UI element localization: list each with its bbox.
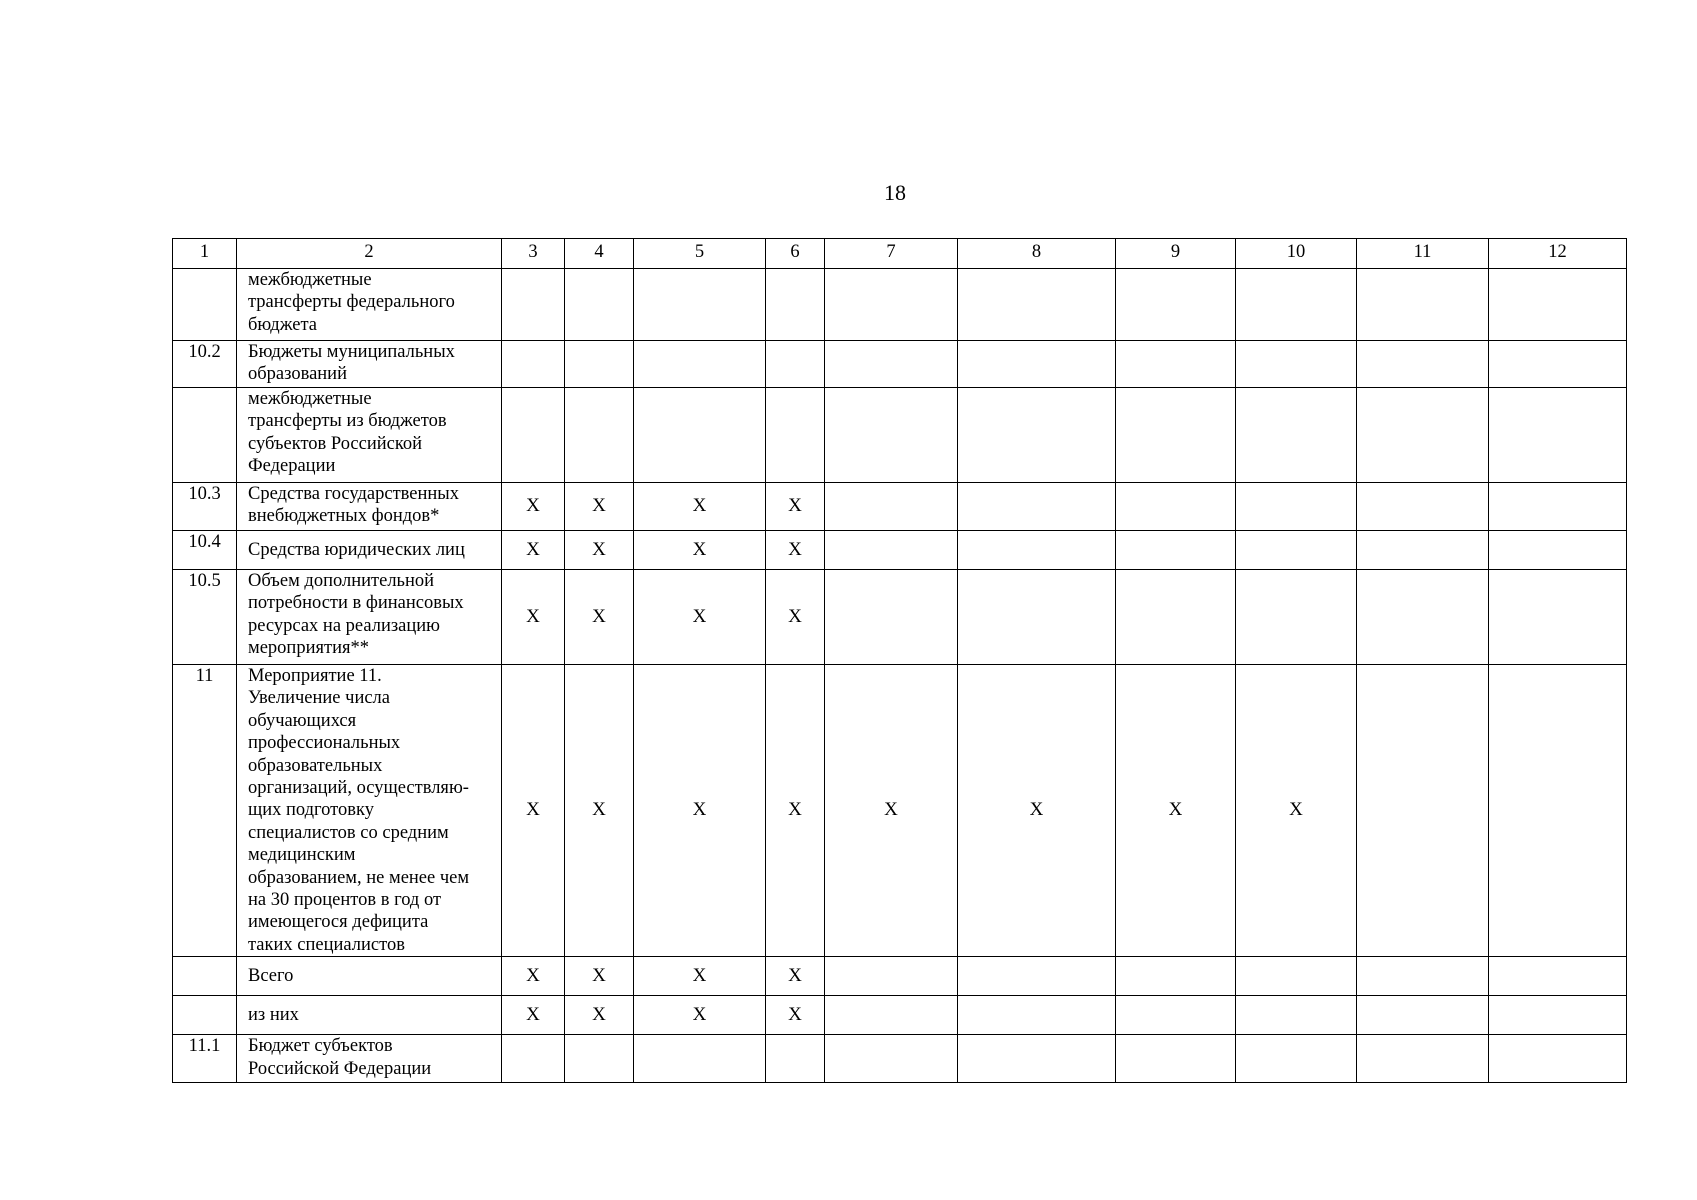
table-cell: X — [502, 665, 565, 957]
table-cell — [1357, 483, 1489, 531]
table-cell — [958, 531, 1116, 570]
budget-table — [172, 238, 1627, 1083]
table-cell — [1116, 341, 1236, 388]
table-cell — [565, 1035, 634, 1083]
page-number: 18 — [884, 180, 906, 205]
table-cell: X — [565, 531, 634, 570]
table-cell — [958, 957, 1116, 996]
table-cell — [1116, 483, 1236, 531]
table-cell — [825, 957, 958, 996]
table-row — [173, 388, 1627, 483]
table-cell — [1116, 570, 1236, 665]
table-cell — [1236, 1035, 1357, 1083]
table-cell: X — [502, 570, 565, 665]
column-header: 11 — [1357, 239, 1489, 269]
column-header: 10 — [1236, 239, 1357, 269]
table-cell — [1489, 531, 1627, 570]
table-cell: X — [766, 957, 825, 996]
table-cell — [958, 1035, 1116, 1083]
table-cell — [825, 341, 958, 388]
table-cell — [1236, 996, 1357, 1035]
table-cell — [634, 269, 766, 341]
table-cell: X — [634, 665, 766, 957]
table-row — [173, 531, 1627, 570]
table-cell: X — [1116, 665, 1236, 957]
table-cell: X — [502, 996, 565, 1035]
row-number — [173, 388, 237, 483]
table-cell — [1116, 388, 1236, 483]
table-cell: X — [766, 531, 825, 570]
column-header: 12 — [1489, 239, 1627, 269]
table-cell — [1489, 269, 1627, 341]
table-cell — [958, 341, 1116, 388]
table-row — [173, 269, 1627, 341]
table-cell — [1236, 483, 1357, 531]
table-cell — [766, 269, 825, 341]
row-number: 10.4 — [173, 531, 237, 570]
table-cell: X — [766, 570, 825, 665]
table-cell — [502, 1035, 565, 1083]
table-cell — [502, 341, 565, 388]
row-number: 10.5 — [173, 570, 237, 665]
table-cell — [1489, 996, 1627, 1035]
table-cell — [1357, 570, 1489, 665]
table-cell — [1116, 957, 1236, 996]
table-cell — [1489, 957, 1627, 996]
table-cell — [565, 341, 634, 388]
table-cell — [1236, 269, 1357, 341]
table-cell — [958, 388, 1116, 483]
table-cell — [1489, 665, 1627, 957]
table-row — [173, 341, 1627, 388]
table-cell — [766, 1035, 825, 1083]
table-cell — [1236, 531, 1357, 570]
table-cell: X — [565, 665, 634, 957]
column-header: 5 — [634, 239, 766, 269]
row-description: Всего — [237, 957, 502, 996]
table-cell — [766, 388, 825, 483]
table-cell — [1116, 269, 1236, 341]
table-cell — [766, 341, 825, 388]
table-cell — [1236, 341, 1357, 388]
table-cell — [1357, 996, 1489, 1035]
table-cell — [958, 483, 1116, 531]
table-cell — [502, 388, 565, 483]
table-cell — [1489, 341, 1627, 388]
table-cell — [1357, 1035, 1489, 1083]
table-cell: X — [634, 957, 766, 996]
table-cell — [1116, 996, 1236, 1035]
table-cell — [1357, 957, 1489, 996]
row-description: межбюджетные трансферты федерального бюджета — [237, 269, 502, 341]
table-cell — [1489, 570, 1627, 665]
table-cell — [825, 1035, 958, 1083]
column-header: 6 — [766, 239, 825, 269]
table-cell — [1489, 1035, 1627, 1083]
table-row — [173, 665, 1627, 957]
row-description: Средства государственных внебюджетных фондов* — [237, 483, 502, 531]
column-header: 7 — [825, 239, 958, 269]
table-cell — [825, 269, 958, 341]
table-row — [173, 570, 1627, 665]
column-header: 9 — [1116, 239, 1236, 269]
row-number — [173, 269, 237, 341]
table-row — [173, 996, 1627, 1035]
table-cell: X — [634, 531, 766, 570]
column-header: 1 — [173, 239, 237, 269]
column-header: 2 — [237, 239, 502, 269]
table-cell — [565, 388, 634, 483]
table-cell — [1236, 957, 1357, 996]
table-cell — [958, 570, 1116, 665]
row-number: 11.1 — [173, 1035, 237, 1083]
table-cell: X — [634, 996, 766, 1035]
table-cell — [502, 269, 565, 341]
row-description: Средства юридических лиц — [237, 531, 502, 570]
table-cell — [634, 388, 766, 483]
table-cell — [825, 531, 958, 570]
table-cell — [1357, 531, 1489, 570]
table-cell — [1357, 388, 1489, 483]
table-cell: X — [565, 996, 634, 1035]
table-cell — [825, 483, 958, 531]
table-cell: X — [825, 665, 958, 957]
table-cell: X — [1236, 665, 1357, 957]
table-cell: X — [766, 483, 825, 531]
table-cell: X — [502, 483, 565, 531]
table-cell — [1489, 483, 1627, 531]
table-cell: X — [634, 570, 766, 665]
table-cell: X — [634, 483, 766, 531]
table-cell — [825, 388, 958, 483]
table-cell — [1236, 388, 1357, 483]
table-cell — [565, 269, 634, 341]
table-cell — [825, 570, 958, 665]
row-description: Объем дополнительной потребности в финансовых ресурсах на реализацию мероприятия** — [237, 570, 502, 665]
row-description: межбюджетные трансферты из бюджетов субъектов Российской Федерации — [237, 388, 502, 483]
table-cell — [1357, 341, 1489, 388]
column-header: 3 — [502, 239, 565, 269]
table-header-row — [173, 239, 1627, 269]
table-cell — [1357, 269, 1489, 341]
table-cell — [1116, 531, 1236, 570]
table-cell: X — [565, 957, 634, 996]
table-cell — [1236, 570, 1357, 665]
row-number: 10.3 — [173, 483, 237, 531]
row-number — [173, 996, 237, 1035]
table-row — [173, 957, 1627, 996]
table-cell — [1116, 1035, 1236, 1083]
table-cell — [634, 1035, 766, 1083]
table-cell: X — [565, 483, 634, 531]
row-description: Мероприятие 11. Увеличение числа обучающихся профессиональных образовательных организаций, осуществляю- щих подготовку специалистов со средним медицинским образованием, не менее чем на 30 процентов в год от имеющегося дефицита таких специалистов — [237, 665, 502, 957]
table-cell — [958, 269, 1116, 341]
table-cell: X — [502, 531, 565, 570]
column-header: 8 — [958, 239, 1116, 269]
table-row — [173, 483, 1627, 531]
table-cell: X — [958, 665, 1116, 957]
table-cell — [958, 996, 1116, 1035]
column-header: 4 — [565, 239, 634, 269]
table-row — [173, 1035, 1627, 1083]
table-cell — [634, 341, 766, 388]
table-cell — [1489, 388, 1627, 483]
row-number — [173, 957, 237, 996]
row-number: 11 — [173, 665, 237, 957]
row-description: Бюджет субъектов Российской Федерации — [237, 1035, 502, 1083]
table-cell: X — [502, 957, 565, 996]
table-cell: X — [766, 996, 825, 1035]
table-cell — [1357, 665, 1489, 957]
row-description: Бюджеты муниципальных образований — [237, 341, 502, 388]
row-description: из них — [237, 996, 502, 1035]
row-number: 10.2 — [173, 341, 237, 388]
table-cell — [825, 996, 958, 1035]
table-cell: X — [766, 665, 825, 957]
table-cell: X — [565, 570, 634, 665]
